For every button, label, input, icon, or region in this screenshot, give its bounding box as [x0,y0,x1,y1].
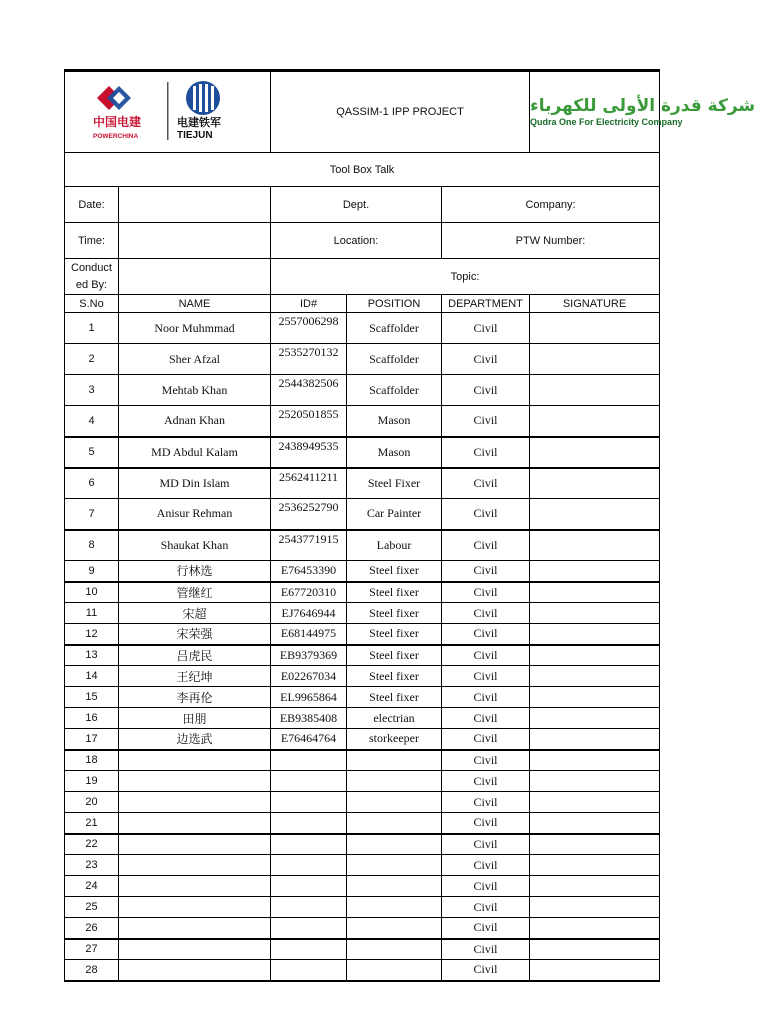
row-id: EB9385408 [271,708,347,729]
row-position [347,834,442,855]
conducted-by-line1: Conduct [71,261,112,274]
row-sno: 1 [65,313,119,344]
row-name: Adnan Khan [119,406,271,437]
row-sno: 27 [65,939,119,960]
project-title: QASSIM-1 IPP PROJECT [271,71,530,153]
row-id [271,897,347,918]
table-row [65,876,660,897]
col-header-department: DEPARTMENT [442,295,530,313]
powerchina-cn-text: 中国电建 [92,115,141,129]
row-position [347,918,442,939]
row-signature[interactable] [530,624,660,645]
row-id: 2536252790 [271,499,347,530]
row-id: 2544382506 [271,375,347,406]
row-department: Civil [442,406,530,437]
table-row [65,561,660,582]
row-sno: 28 [65,960,119,981]
qudra-logo [530,71,756,153]
row-position: Steel fixer [347,624,442,645]
row-department: Civil [442,468,530,499]
row-id [271,855,347,876]
row-position: Steel fixer [347,603,442,624]
table-row [65,855,660,876]
row-id: 2535270132 [271,344,347,375]
row-name: Mehtab Khan [119,375,271,406]
row-position: Labour [347,530,442,561]
row-signature[interactable] [530,729,660,750]
row-signature[interactable] [530,561,660,582]
row-department: Civil [442,729,530,750]
row-sno: 25 [65,897,119,918]
form-title: Tool Box Talk [65,153,660,187]
row-sno: 8 [65,530,119,561]
date-field[interactable] [119,187,271,223]
row-department: Civil [442,834,530,855]
row-id [271,960,347,981]
row-id: E67720310 [271,582,347,603]
row-department: Civil [442,855,530,876]
row-sno: 14 [65,666,119,687]
row-name: 王纪坤 [119,666,271,687]
table-row [65,813,660,834]
row-sno: 17 [65,729,119,750]
row-department: Civil [442,530,530,561]
row-signature[interactable] [530,834,660,855]
row-department: Civil [442,582,530,603]
row-department: Civil [442,344,530,375]
row-department: Civil [442,313,530,344]
row-sno: 22 [65,834,119,855]
time-field[interactable] [119,223,271,259]
row-name: 边选武 [119,729,271,750]
row-department: Civil [442,876,530,897]
row-id: 2557006298 [271,313,347,344]
row-sno: 16 [65,708,119,729]
row-name [119,960,271,981]
row-signature[interactable] [530,687,660,708]
row-department: Civil [442,792,530,813]
col-header-sno: S.No [65,295,119,313]
table-row [65,939,660,960]
row-sno: 9 [65,561,119,582]
table-row [65,666,660,687]
row-position [347,813,442,834]
table-row [65,499,660,530]
row-department: Civil [442,918,530,939]
table-row [65,344,660,375]
row-signature[interactable] [530,530,660,561]
row-signature[interactable] [530,750,660,771]
row-signature[interactable] [530,582,660,603]
row-position [347,960,442,981]
table-row [65,313,660,344]
table-row [65,771,660,792]
table-row [65,645,660,666]
row-sno: 12 [65,624,119,645]
row-position [347,876,442,897]
table-row [65,375,660,406]
row-position: Steel fixer [347,645,442,666]
row-sno: 20 [65,792,119,813]
row-signature[interactable] [530,939,660,960]
dept-label: Dept. [271,187,442,223]
table-row [65,792,660,813]
row-signature[interactable] [530,468,660,499]
row-department: Civil [442,437,530,468]
row-position [347,855,442,876]
row-id: 2562411211 [271,468,347,499]
topic-label: Topic: [271,259,660,295]
table-row [65,530,660,561]
date-label: Date: [65,187,119,223]
qudra-english-text: Qudra One For Electricity Company [530,117,683,127]
row-sno: 3 [65,375,119,406]
row-name [119,813,271,834]
row-id: EB9379369 [271,645,347,666]
row-name: Noor Muhmmad [119,313,271,344]
row-position: Car Painter [347,499,442,530]
row-id [271,876,347,897]
table-row [65,729,660,750]
row-id [271,813,347,834]
table-row [65,960,660,981]
row-position: Steel fixer [347,687,442,708]
powerchina-en-text: POWERCHINA [92,133,138,140]
row-id: 2438949535 [271,437,347,468]
row-sno: 4 [65,406,119,437]
row-department: Civil [442,624,530,645]
row-sno: 18 [65,750,119,771]
row-position: Steel Fixer [347,468,442,499]
row-department: Civil [442,666,530,687]
row-signature[interactable] [530,876,660,897]
row-name [119,939,271,960]
powerchina-logo-cell [65,71,271,153]
table-row [65,918,660,939]
row-department: Civil [442,897,530,918]
row-position: Scaffolder [347,313,442,344]
row-position [347,939,442,960]
row-name [119,792,271,813]
row-name: Sher Afzal [119,344,271,375]
row-id [271,792,347,813]
row-position: electrian [347,708,442,729]
row-position: Scaffolder [347,375,442,406]
row-name: MD Din Islam [119,468,271,499]
row-name: MD Abdul Kalam [119,437,271,468]
row-department: Civil [442,813,530,834]
row-id [271,834,347,855]
row-signature[interactable] [530,855,660,876]
row-position: Steel fixer [347,666,442,687]
row-department: Civil [442,750,530,771]
row-name: 田朋 [119,708,271,729]
row-department: Civil [442,687,530,708]
company-label: Company: [442,187,660,223]
row-position [347,792,442,813]
row-signature[interactable] [530,813,660,834]
row-sno: 6 [65,468,119,499]
row-signature[interactable] [530,918,660,939]
table-row [65,468,660,499]
table-row [65,406,660,437]
attendee-table [64,312,660,982]
row-position [347,897,442,918]
row-signature[interactable] [530,960,660,981]
row-signature[interactable] [530,603,660,624]
conducted-by-field[interactable] [119,259,271,295]
time-label: Time: [65,223,119,259]
row-signature[interactable] [530,666,660,687]
conducted-by-label [65,259,119,295]
table-row [65,834,660,855]
conducted-by-line2: ed By: [75,278,108,291]
row-name [119,876,271,897]
row-sno: 23 [65,855,119,876]
row-sno: 15 [65,687,119,708]
col-header-signature: SIGNATURE [530,295,660,313]
row-department: Civil [442,375,530,406]
row-id [271,750,347,771]
row-sno: 21 [65,813,119,834]
row-name: 行林选 [119,561,271,582]
col-header-name: NAME [119,295,271,313]
row-department: Civil [442,960,530,981]
table-row [65,624,660,645]
row-signature[interactable] [530,645,660,666]
row-id: 2543771915 [271,530,347,561]
table-row [65,687,660,708]
row-signature[interactable] [530,375,660,406]
row-position: Scaffolder [347,344,442,375]
row-department: Civil [442,645,530,666]
row-signature[interactable] [530,437,660,468]
row-name [119,897,271,918]
row-name: 管继红 [119,582,271,603]
row-signature[interactable] [530,708,660,729]
row-position: storkeeper [347,729,442,750]
row-sno: 11 [65,603,119,624]
row-name [119,855,271,876]
row-department: Civil [442,939,530,960]
row-id: E76453390 [271,561,347,582]
row-id: 2520501855 [271,406,347,437]
table-row [65,750,660,771]
row-id: E68144975 [271,624,347,645]
row-name: 宋荣强 [119,624,271,645]
row-signature[interactable] [530,406,660,437]
row-id [271,939,347,960]
row-department: Civil [442,708,530,729]
row-signature[interactable] [530,771,660,792]
powerchina-tiejun-logo [93,80,243,144]
row-sno: 13 [65,645,119,666]
row-name: 宋超 [119,603,271,624]
row-name: 李再伦 [119,687,271,708]
row-signature[interactable] [530,499,660,530]
row-position: Steel fixer [347,582,442,603]
row-id [271,918,347,939]
row-id [271,771,347,792]
location-label: Location: [271,223,442,259]
toolbox-talk-form [64,69,756,982]
ptw-number-label: PTW Number: [442,223,660,259]
row-sno: 24 [65,876,119,897]
row-name [119,918,271,939]
row-name [119,834,271,855]
header-table [64,69,756,313]
row-position: Steel fixer [347,561,442,582]
row-id: EJ7646944 [271,603,347,624]
row-sno: 19 [65,771,119,792]
table-row [65,708,660,729]
row-signature[interactable] [530,897,660,918]
tiejun-en-text: TIEJUN [176,130,213,141]
row-position: Mason [347,406,442,437]
row-sno: 26 [65,918,119,939]
powerchina-emblem-icon [93,80,243,144]
row-sno: 5 [65,437,119,468]
table-row [65,897,660,918]
row-department: Civil [442,561,530,582]
table-row [65,582,660,603]
row-department: Civil [442,499,530,530]
qudra-arabic-text: شركة قدرة الأولى للكهرباء [530,96,756,116]
table-row [65,603,660,624]
col-header-position: POSITION [347,295,442,313]
row-sno: 2 [65,344,119,375]
row-name [119,750,271,771]
row-id: EL9965864 [271,687,347,708]
col-header-id: ID# [271,295,347,313]
row-signature[interactable] [530,344,660,375]
row-name [119,771,271,792]
row-signature[interactable] [530,313,660,344]
row-department: Civil [442,771,530,792]
row-name: 吕虎民 [119,645,271,666]
row-sno: 7 [65,499,119,530]
row-name: Anisur Rehman [119,499,271,530]
row-id: E02267034 [271,666,347,687]
row-department: Civil [442,603,530,624]
tiejun-cn-text: 电建铁军 [176,116,221,129]
row-position [347,771,442,792]
row-position [347,750,442,771]
table-row [65,437,660,468]
row-position: Mason [347,437,442,468]
row-id: E76464764 [271,729,347,750]
row-signature[interactable] [530,792,660,813]
row-sno: 10 [65,582,119,603]
row-name: Shaukat Khan [119,530,271,561]
